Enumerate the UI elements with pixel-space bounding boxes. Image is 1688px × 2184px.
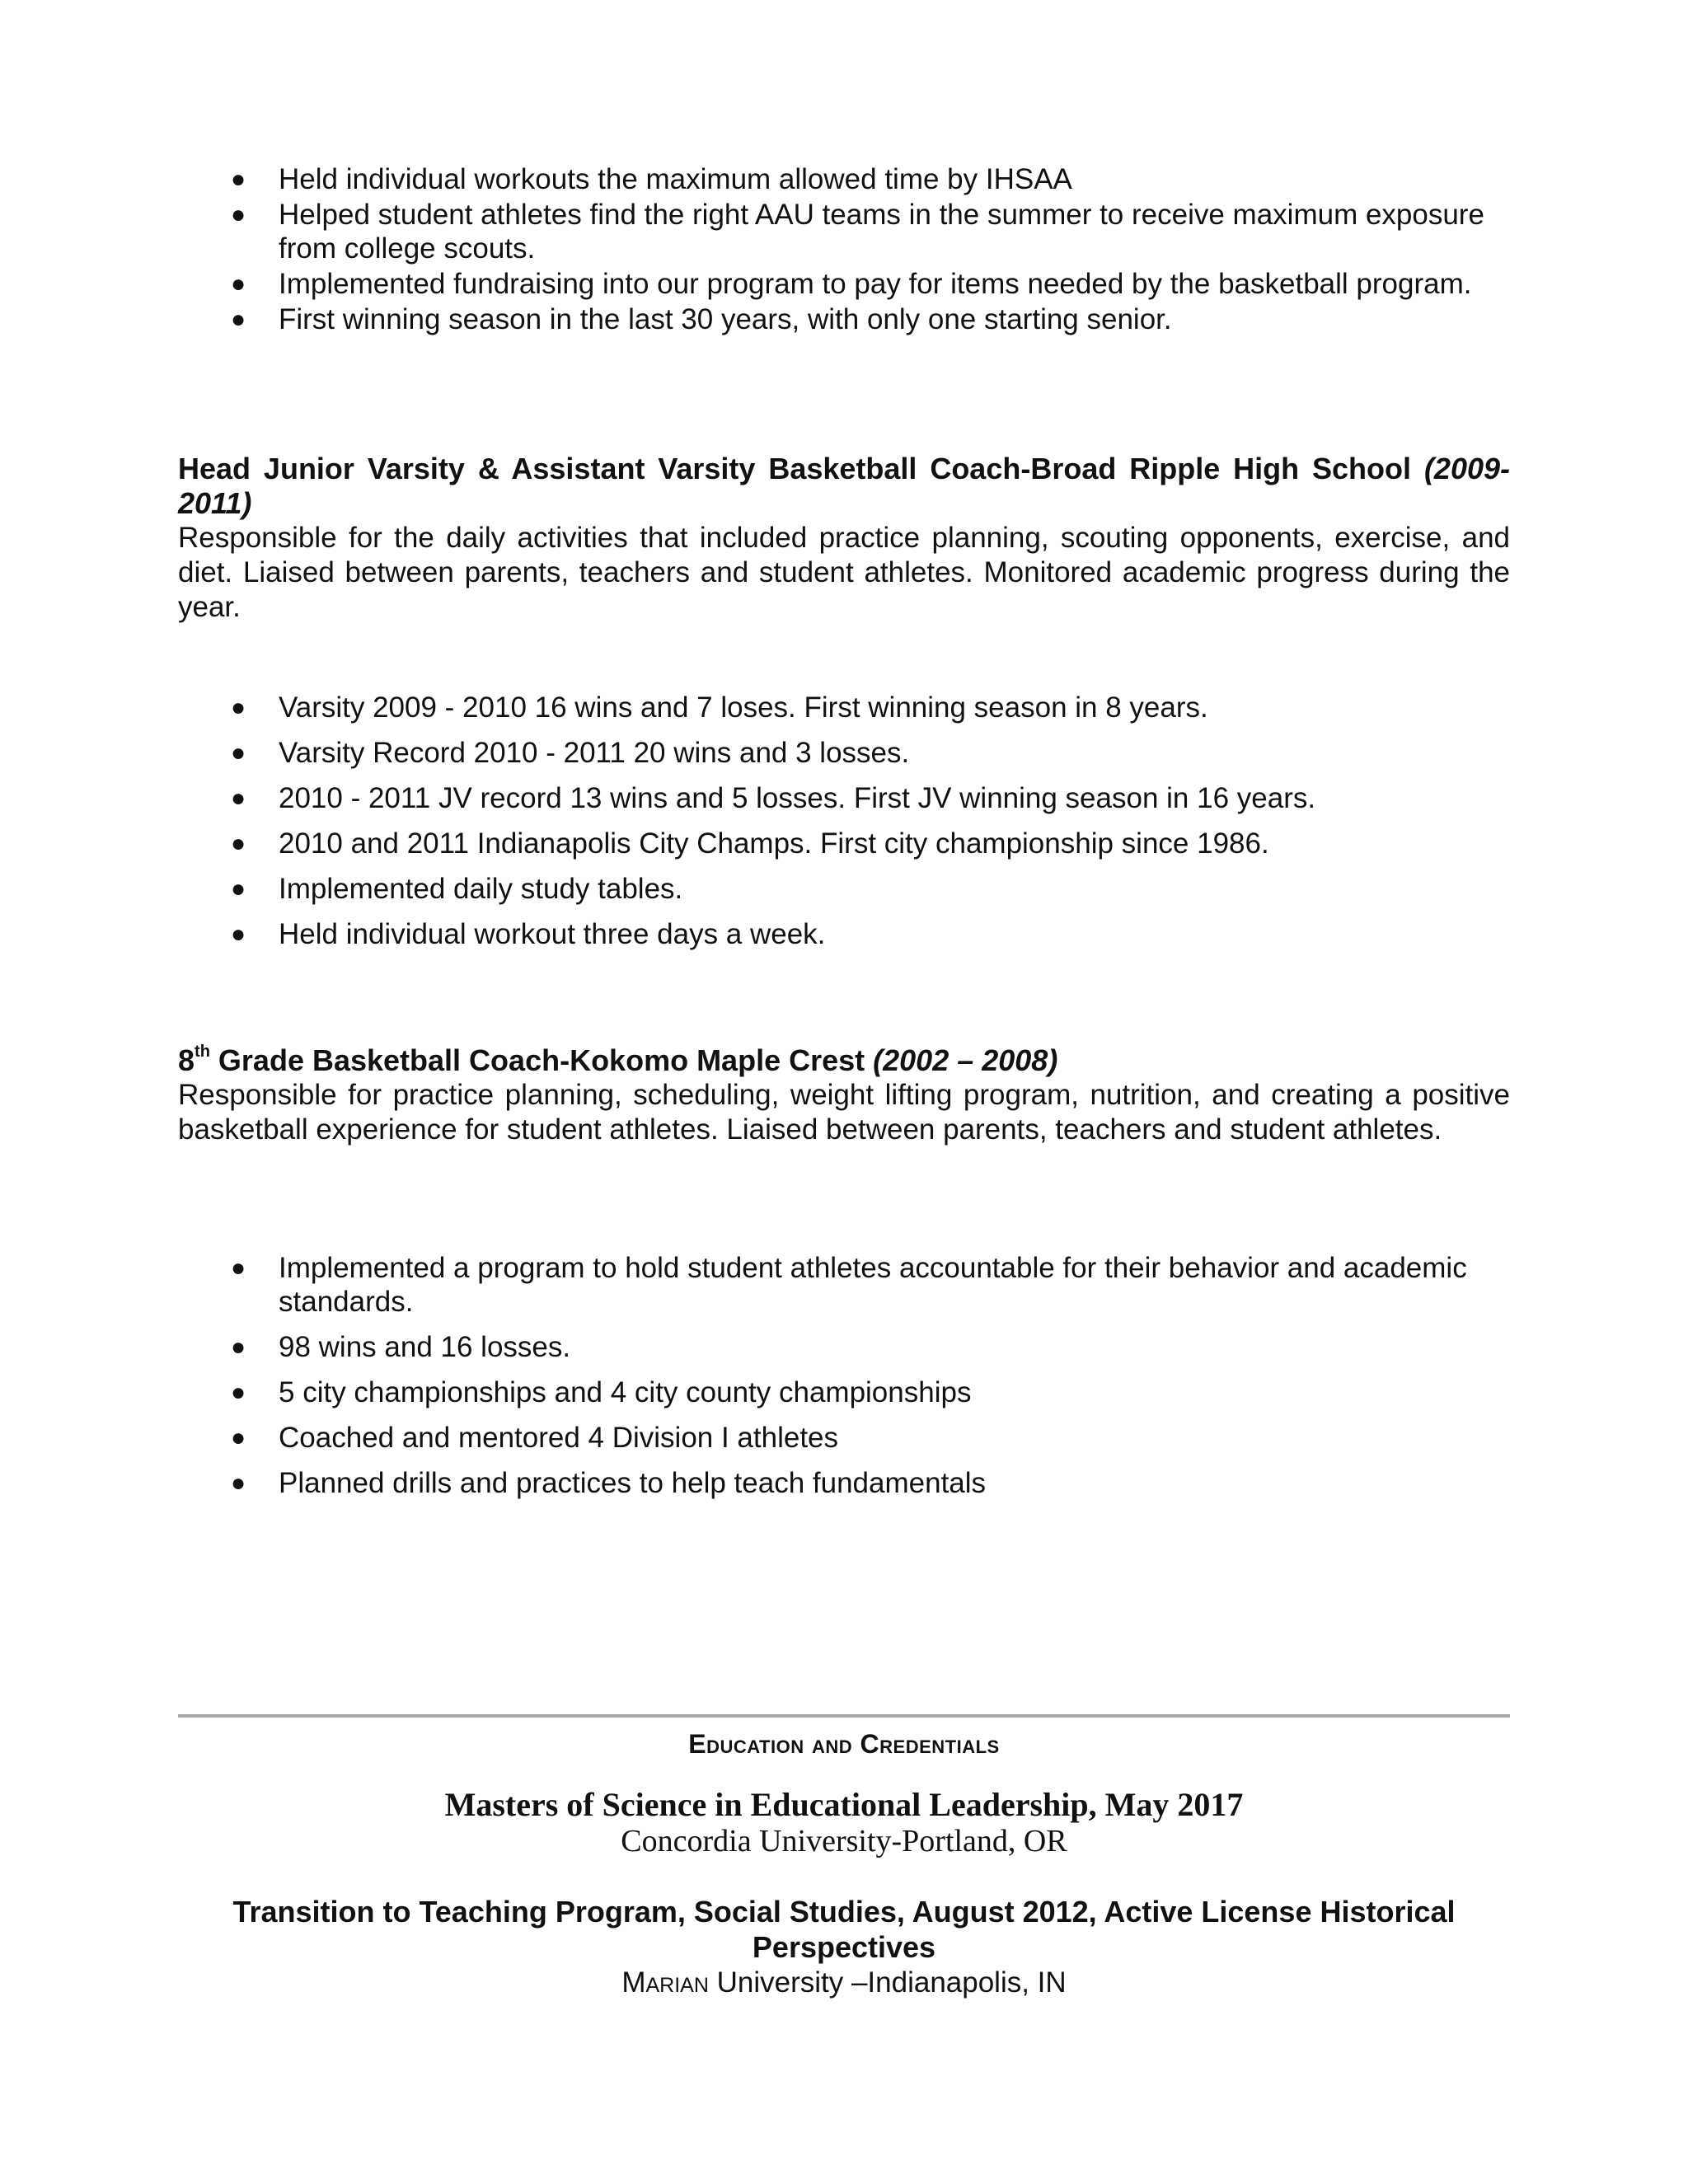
degree-title: Masters of Science in Educational Leadership, May 2017 — [444, 1786, 1244, 1823]
list-item: ● 2010 and 2011 Indianapolis City Champs. First city championship since 1986. — [231, 827, 1269, 860]
list-item: ● Implemented daily study tables. — [231, 873, 683, 905]
bullet-icon: ● — [231, 201, 246, 228]
job-kokomo — [178, 1043, 1510, 1147]
list-item: ● 98 wins and 16 losses. — [231, 1331, 571, 1363]
bullet-icon: ● — [231, 785, 246, 812]
list-item: ● Coached and mentored 4 Division I athletes — [231, 1422, 839, 1454]
list-item: ● 2010 - 2011 JV record 13 wins and 5 losses. First JV winning season in 16 years. — [231, 782, 1316, 814]
bullet-icon: ● — [231, 694, 246, 721]
job2-achievements — [178, 1251, 1510, 1500]
bullet-icon: ● — [231, 1379, 246, 1406]
job-title: 8th Grade Basketball Coach-Kokomo Maple Crest (2002 – 2008) — [178, 1043, 1058, 1077]
list-item: ● 5 city championships and 4 city county championships — [231, 1376, 972, 1408]
job-title: Head Junior Varsity & Assistant Varsity Basketball Coach-Broad Ripple High School (2009-2011) — [178, 452, 1510, 520]
school-name: Marian University –Indianapolis, IN — [621, 1966, 1067, 1999]
school-name: Concordia University-Portland, OR — [621, 1824, 1067, 1858]
job0-bullet-list — [178, 162, 1510, 336]
bullet-icon: ● — [231, 875, 246, 902]
job-broad-ripple — [178, 452, 1510, 625]
job-description: Responsible for practice planning, scheduling, weight lifting program, nutrition, and creating a positive basketball experience for student athletes. Liaised between parents, teachers and student athletes. — [178, 1079, 1510, 1146]
list-item: ● Implemented a program to hold student athletes accountable for their behavior and academic standards. — [231, 1252, 1467, 1318]
bullet-icon: ● — [231, 270, 246, 298]
section-heading: Education and Credentials — [688, 1729, 1000, 1759]
list-item: ● Varsity 2009 - 2010 16 wins and 7 loses. First winning season in 8 years. — [231, 691, 1208, 724]
section-divider — [178, 1714, 1510, 1718]
education-entry-concordia — [178, 1787, 1510, 1859]
bullet-icon: ● — [231, 921, 246, 948]
list-item: ● Helped student athletes find the right AAU teams in the summer to receive maximum exposure from college scouts. — [231, 199, 1484, 265]
education-entry-marian — [178, 1894, 1510, 2000]
job1-bullet-list — [178, 691, 1510, 951]
list-item: ● Held individual workout three days a week. — [231, 918, 826, 950]
bullet-icon: ● — [231, 1424, 246, 1451]
job-continuation — [178, 162, 1510, 336]
job-dates: (2002 – 2008) — [873, 1043, 1058, 1077]
bullet-icon: ● — [231, 166, 246, 193]
job1-achievements — [178, 691, 1510, 951]
bullet-icon: ● — [231, 830, 246, 857]
list-item: ● First winning season in the last 30 years, with only one starting senior. — [231, 303, 1172, 335]
job-description: Responsible for the daily activities that included practice planning, scouting opponents, exercise, and diet. Liaised between parents, teachers and student athletes. Monitored academic progress during the year. — [178, 522, 1510, 623]
list-item: ● Held individual workouts the maximum allowed time by IHSAA — [231, 163, 1072, 195]
bullet-icon: ● — [231, 306, 246, 333]
bullet-icon: ● — [231, 1333, 246, 1361]
list-item: ● Implemented fundraising into our program to pay for items needed by the basketball program. — [231, 268, 1472, 300]
list-item: ● Varsity Record 2010 - 2011 20 wins and 3 losses. — [231, 737, 910, 769]
job-dates: (2009-2011) — [178, 452, 1510, 520]
bullet-icon: ● — [231, 739, 246, 766]
bullet-icon: ● — [231, 1254, 246, 1282]
bullet-icon: ● — [231, 1469, 246, 1497]
degree-title: Transition to Teaching Program, Social Studies, August 2012, Active License Historical Perspectives — [232, 1895, 1456, 1964]
list-item: ● Planned drills and practices to help teach fundamentals — [231, 1467, 987, 1499]
job2-bullet-list — [178, 1251, 1510, 1500]
